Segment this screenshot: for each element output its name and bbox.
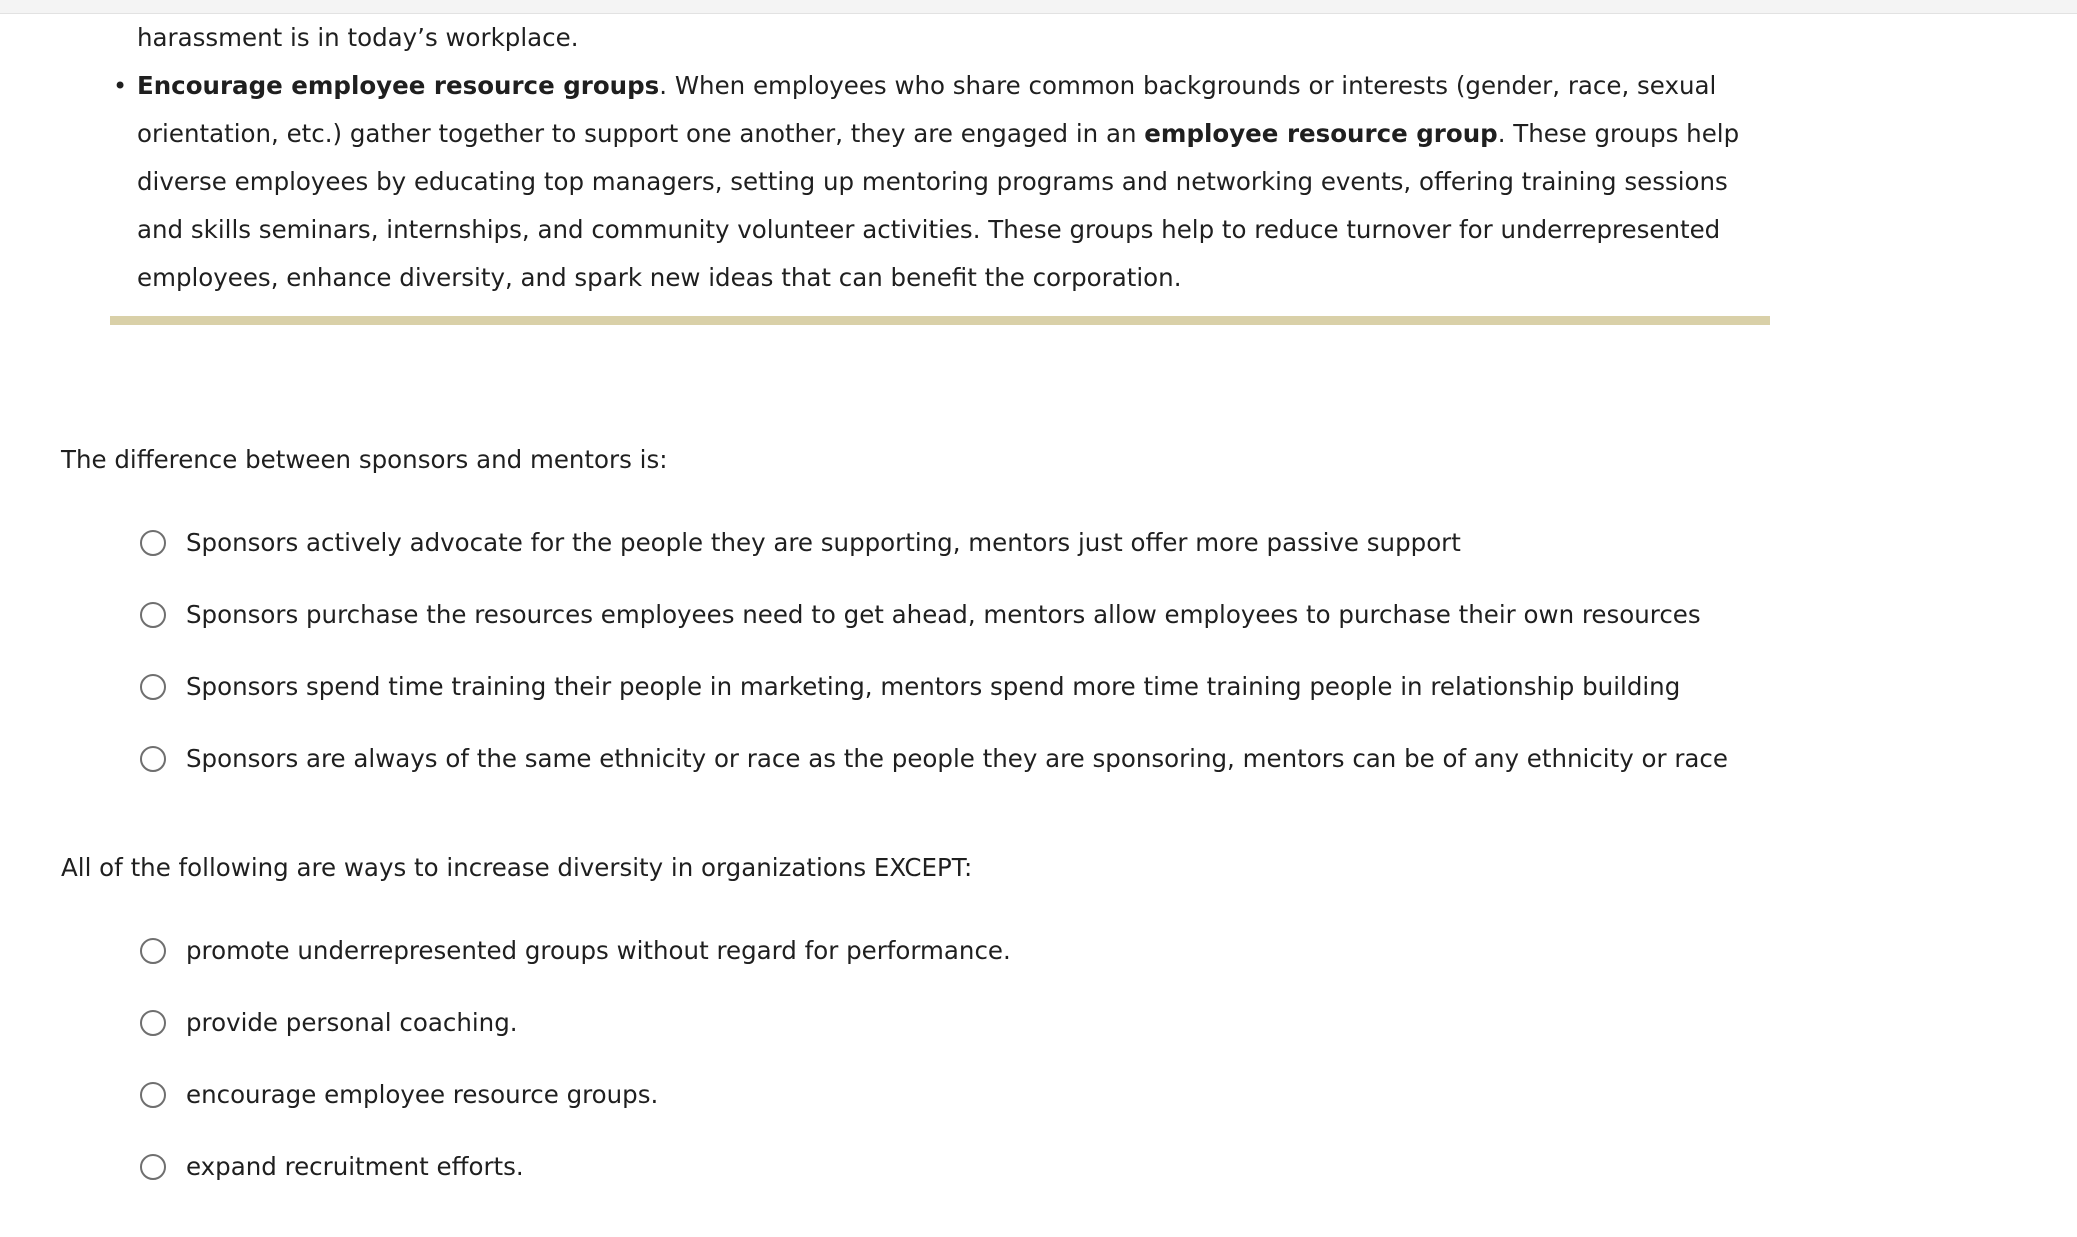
question-1-prompt: The difference between sponsors and mentors is:	[61, 445, 668, 474]
question-1-option-b[interactable]	[140, 579, 1990, 651]
option-label[interactable]: Sponsors spend time training their people in marketing, mentors spend more time training people in relationship building	[186, 672, 1681, 701]
section-divider	[110, 316, 1770, 325]
radio-button[interactable]	[140, 938, 166, 964]
option-label[interactable]: Sponsors purchase the resources employees need to get ahead, mentors allow employees to purchase their own resources	[186, 600, 1701, 629]
bullet-lead-term: Encourage employee resource groups	[137, 71, 660, 100]
question-2-options	[140, 915, 1990, 1203]
radio-button[interactable]	[140, 674, 166, 700]
bullet-item-resource-groups	[110, 62, 1770, 302]
question-1-option-a[interactable]	[140, 507, 1990, 579]
top-divider	[0, 0, 2077, 14]
question-2-prompt: All of the following are ways to increase diversity in organizations EXCEPT:	[61, 853, 973, 882]
radio-button[interactable]	[140, 530, 166, 556]
option-label[interactable]: promote underrepresented groups without regard for performance.	[186, 936, 1011, 965]
question-1-option-c[interactable]	[140, 651, 1990, 723]
bullet-key-term: employee resource group	[1144, 119, 1498, 148]
option-label[interactable]: provide personal coaching.	[186, 1008, 518, 1037]
radio-button[interactable]	[140, 1082, 166, 1108]
question-2-option-a[interactable]	[140, 915, 1990, 987]
bullet-icon: •	[113, 72, 128, 100]
question-1-options	[140, 507, 1990, 795]
question-2-option-c[interactable]	[140, 1059, 1990, 1131]
bullet-text-part1: . When employees who share common backgrounds or interests (gender, race, sexual orientation, etc.) gather together to support one another, they are engaged in an	[137, 71, 1717, 148]
question-2-option-d[interactable]	[140, 1131, 1990, 1203]
option-label[interactable]: Sponsors actively advocate for the people they are supporting, mentors just offer more passive support	[186, 528, 1461, 557]
radio-button[interactable]	[140, 746, 166, 772]
option-label[interactable]: encourage employee resource groups.	[186, 1080, 659, 1109]
question-2-option-b[interactable]	[140, 987, 1990, 1059]
reading-passage	[110, 14, 1770, 302]
radio-button[interactable]	[140, 1154, 166, 1180]
radio-button[interactable]	[140, 602, 166, 628]
passage-previous-line: harassment is in today’s workplace.	[137, 23, 579, 52]
question-1-option-d[interactable]	[140, 723, 1990, 795]
option-label[interactable]: Sponsors are always of the same ethnicity or race as the people they are sponsoring, mentors can be of any ethnicity or race	[186, 744, 1728, 773]
option-label[interactable]: expand recruitment efforts.	[186, 1152, 524, 1181]
radio-button[interactable]	[140, 1010, 166, 1036]
bullet-text-part2: . These groups help diverse employees by educating top managers, setting up mentoring programs and networking events, offering training sessions and skills seminars, internships, and community volunteer activities. These groups help to reduce turnover for underrepresented employees, enhance diversity, and spark new ideas that can benefit the corporation.	[137, 119, 1740, 292]
